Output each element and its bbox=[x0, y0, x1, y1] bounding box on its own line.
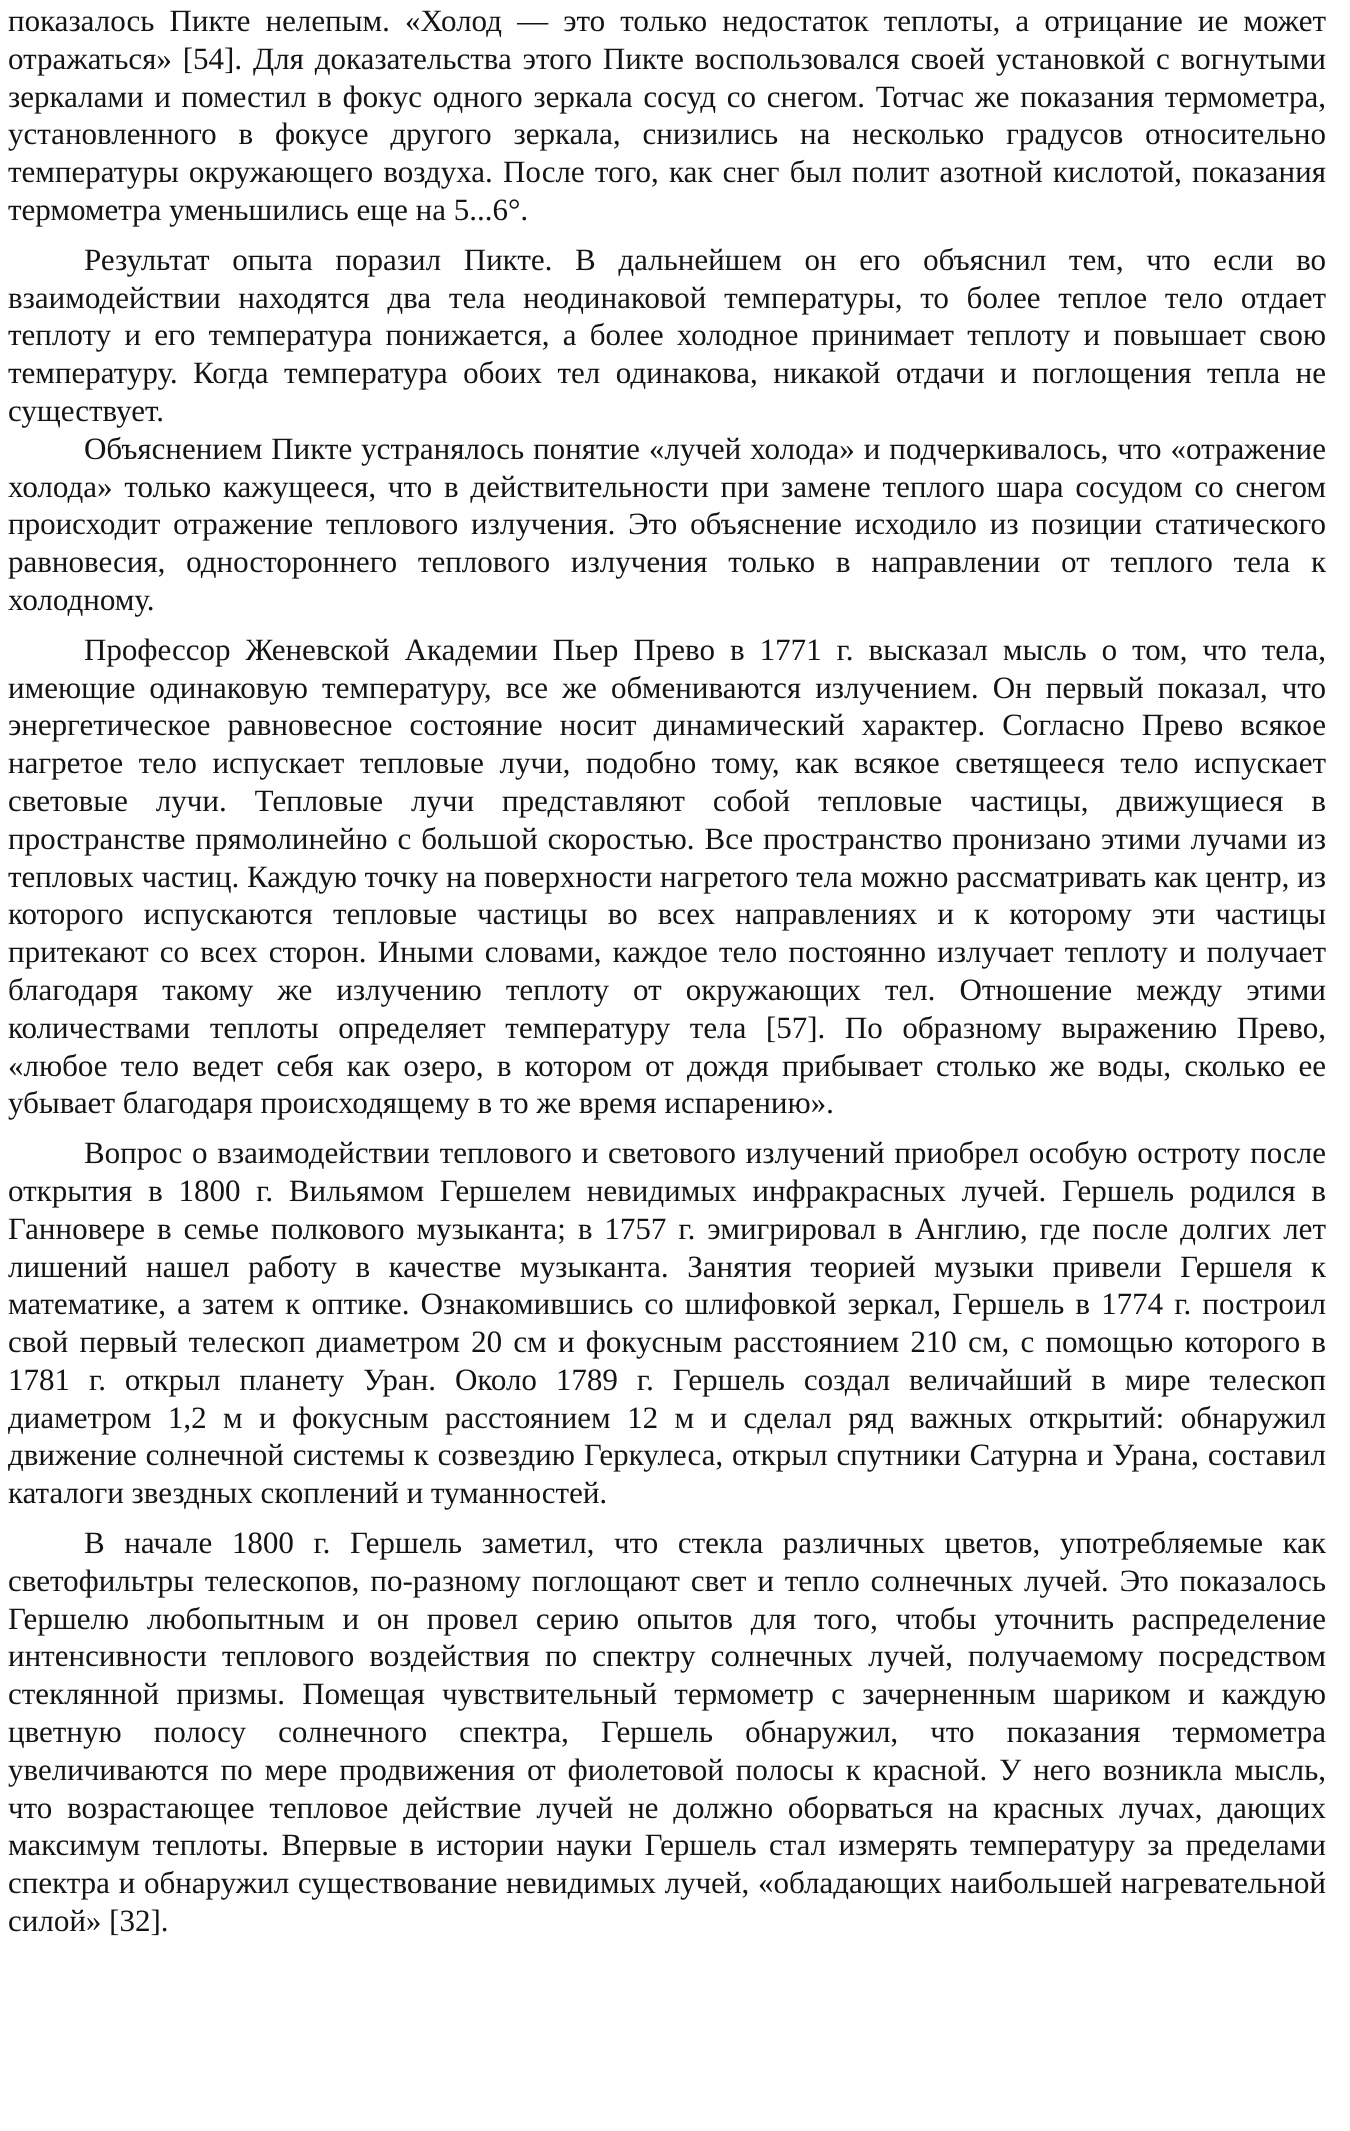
paragraph-herschel-infrared: В начале 1800 г. Гершель заметил, что стекла различных цветов, употребляемые как светофильтры телескопов, по-разному поглощают свет и тепло солнечных лучей. Это показалось Гершелю любопытным и он провел серию опытов для того, чтобы уточнить распределение интенсивности теплового воздействия по спектру солнечных лучей, получаемому посредством стеклянной призмы. Помещая чувствительный термометр с зачерненным шариком и каждую цветную полосу солнечного спектра, Гершель обнаружил, что показания термометра увеличиваются по мере продвижения от фиолетовой полосы к красной. У него возникла мысль, что возрастающее тепловое действие лучей не должно оборваться на красных лучах, дающих максимум теплоты. Впервые в истории науки Гершель стал измерять температуру за пределами спектра и обнаружил существование невидимых лучей, «обладающих наибольшей нагревательной силой» [32]. bbox=[8, 1525, 1326, 1939]
paragraph-prevost: Профессор Женевской Академии Пьер Прево в 1771 г. высказал мысль о том, что тела, имеющие одинаковую температуру, все же обмениваются излучением. Он первый показал, что энергетическое равновесное состояние носит динамический характер. Согласно Прево всякое нагретое тело испускает тепловые лучи, подобно тому, как всякое светящееся тело испускает световые лучи. Тепловые лучи представляют собой тепловые частицы, движущиеся в пространстве прямолинейно с большой скоростью. Все пространство пронизано этими лучами из тепловых частиц. Каждую точку на поверхности нагретого тела можно рассматривать как центр, из которого испускаются тепловые частицы во всех направлениях и к которому эти частицы притекают со всех сторон. Иными словами, каждое тело постоянно излучает теплоту и получает благодаря такому же излучению теплоту от окружающих тел. Отношение между этими количествами теплоты определяет температуру тела [57]. По образному выражению Прево, «любое тело ведет себя как озеро, в котором от дождя прибывает столько же воды, сколько ее убывает благодаря происходящему в то же время испарению». bbox=[8, 631, 1326, 1121]
paragraph-pictet-experiment: показалось Пикте нелепым. «Холод — это только недостаток теплоты, а отрицание ие может отражаться» [54]. Для доказательства этого Пикте воспользовался своей установкой с вогнутыми зеркалами и поместил в фокус одного зеркала сосуд со снегом. Тотчас же показания термометра, установленного в фокусе другого зеркала, снизились на несколько градусов относительно температуры окружающего воздуха. После того, как снег был полит азотной кислотой, показания термометра уменьшились еще на 5...6°. bbox=[8, 3, 1326, 227]
paragraph-herschel-biography: Вопрос о взаимодействии теплового и светового излучений приобрел особую остроту после открытия в 1800 г. Вильямом Гершелем невидимых инфракрасных лучей. Гершель родился в Ганновере в семье полкового музыканта; в 1757 г. эмигрировал в Англию, где после долгих лет лишений нашел работу в качестве музыканта. Занятия теорией музыки привели Гершеля к математике, а затем к оптике. Ознакомившись со шлифовкой зеркал, Гершель в 1774 г. построил свой первый телескоп диаметром 20 см и фокусным расстоянием 210 см, с помощью которого в 1781 г. открыл планету Уран. Около 1789 г. Гершель создал величайший в мире телескоп диаметром 1,2 м и фокусным расстоянием 12 м и сделал ряд важных открытий: обнаружил движение солнечной системы к созвездию Геркулеса, открыл спутники Сатурна и Урана, составил каталоги звездных скоплений и туманностей. bbox=[8, 1135, 1326, 1511]
paragraph-pictet-result: Результат опыта поразил Пикте. В дальнейшем он его объяснил тем, что если во взаимодействии находятся два тела неодинаковой температуры, то более теплое тело отдает теплоту и его температура понижается, а более холодное принимает теплоту и повышает свою температуру. Когда температура обоих тел одинакова, никакой отдачи и поглощения тепла не существует. bbox=[8, 241, 1326, 428]
paragraph-pictet-explanation: Объяснением Пикте устранялось понятие «лучей холода» и подчеркивалось, что «отражение холода» только кажущееся, что в действительности при замене теплого шара сосудом со снегом происходит отражение теплового излучения. Это объяснение исходило из позиции статического равновесия, одностороннего теплового излучения только в направлении от теплого тела к холодному. bbox=[8, 430, 1326, 617]
